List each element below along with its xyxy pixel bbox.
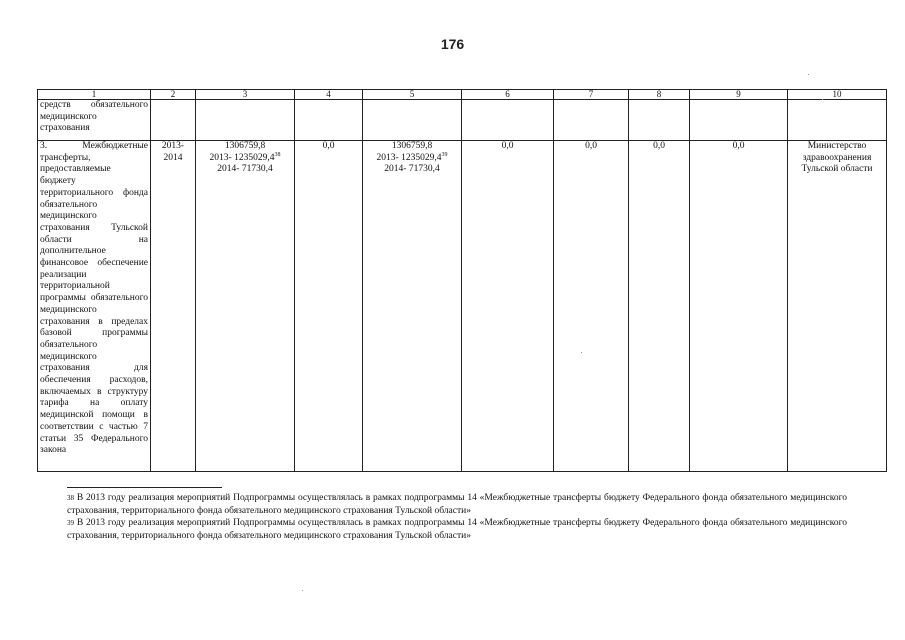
executor-cell: Министерство здравоохранения Тульской области [788, 141, 887, 472]
footnote [67, 517, 847, 542]
scan-speck [808, 74, 809, 75]
column-number-row [38, 90, 887, 100]
regional-budget-cell: 1306759,8 2013- 1235029,4$^{39}$ 2014- 71730,4 [363, 141, 462, 472]
column-number: 10 [788, 90, 887, 100]
column-number: 8 [629, 90, 690, 100]
federal-budget-cell: 0,0 [295, 141, 363, 472]
footnote-text: В 2013 году реализация мероприятий Подпрограммы осуществлялась в рамках подпрограммы 14 «Межбюджетные трансферты бюджету Федерального фонда обязательного медицинского страхования, территориального фонда обязательного медицинского страхования Тульской области» [67, 518, 848, 541]
footnote-ref: 38 [274, 151, 281, 158]
continued-row-name: средств обязательного медицинского страхования [38, 100, 151, 141]
footnote-mark: 38 [67, 494, 74, 502]
table-row [38, 100, 887, 141]
column-number: 5 [363, 90, 462, 100]
scan-speck [302, 590, 303, 591]
footnote-text: В 2013 году реализация мероприятий Подпрограммы осуществлялась в рамках подпрограммы 14 «Межбюджетные трансферты бюджету Федерального фонда обязательного медицинского страхования, территориального фонда обязательного медицинского страхования Тульской области» [67, 493, 848, 516]
column-number: 2 [151, 90, 196, 100]
page-number: 176 [440, 36, 465, 52]
table-row [38, 141, 887, 472]
measure-name: 3. Межбюджетные трансферты, предоставляемые бюджету территориального фонда обязательного медицинского страхования Тульской области на дополнительное финансовое обеспечение реализации территориальной программы обязательного медицинского страхования в пределах базовой программы обязательного медицинского страхования для обеспечения расходов, включаемых в структуру тарифа на оплату медицинской помощи в соответствии с частью 7 статьи 35 Федерального закона [38, 141, 151, 472]
scan-speck [822, 99, 823, 100]
value-cell: 0,0 [690, 141, 788, 472]
value-cell: 0,0 [629, 141, 690, 472]
column-number: 3 [196, 90, 295, 100]
column-number: 9 [690, 90, 788, 100]
column-number: 1 [38, 90, 151, 100]
footnote-mark: 39 [67, 519, 74, 527]
program-table [37, 89, 887, 472]
total-funding-cell: 1306759,8 2013- 1235029,4$^{38}$ 2014- 71730,4 [196, 141, 295, 472]
column-number: 4 [295, 90, 363, 100]
footnote [67, 492, 847, 517]
footnote-ref: 39 [441, 151, 448, 158]
column-number: 7 [554, 90, 629, 100]
column-number: 6 [462, 90, 554, 100]
period-cell: 2013-2014 [151, 141, 196, 472]
value-cell: 0,0 [554, 141, 629, 472]
value-cell: 0,0 [462, 141, 554, 472]
scan-speck [581, 352, 582, 353]
footnote-divider [67, 487, 222, 488]
